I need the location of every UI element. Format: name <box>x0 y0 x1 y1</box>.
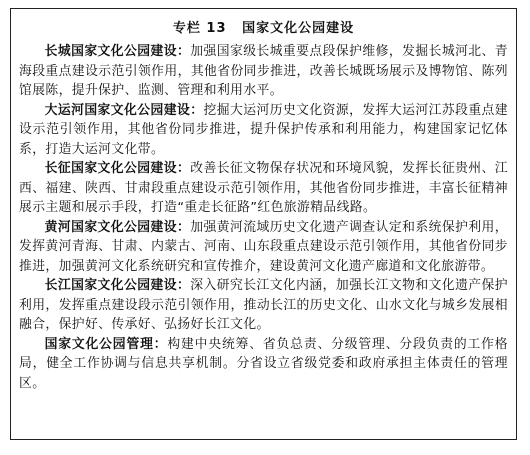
section-yangtze-river <box>19 276 508 335</box>
section-heading: 长城国家文化公园建设： <box>44 44 191 59</box>
section-yellow-river <box>19 218 508 277</box>
section-body: 挖掘大运河历史文化资源，发挥大运河江苏段重点建设示范引领作用，其他省份同步推进，提升保护传承和利用能力，构建国家记忆体系，打造大运河文化带。 <box>19 102 508 157</box>
section-heading: 长征国家文化公园建设： <box>44 161 191 176</box>
section-heading: 国家文化公园管理： <box>44 336 168 352</box>
section-heading: 黄河国家文化公园建设： <box>44 219 191 235</box>
column-title: 国家文化公园建设 <box>242 21 355 36</box>
column-box <box>10 8 517 440</box>
section-body: 改善长征文物保存状况和环境风貌，发挥长征贵州、江西、福建、陕西、甘肃段重点建设示范引领作用，其他省份同步推进，丰富长征精神展示主题和展示手段，打造“重走长征路”红色旅游精品线路。 <box>19 161 508 215</box>
section-great-wall <box>19 42 508 101</box>
section-body: 深入研究长江文化内涵，加强长江文物和文化遗产保护利用，发挥重点建设段示范引领作用，推动长江的历史文化、山水文化与城乡发展相融合，保护好、传承好、弘扬好长江文化。 <box>19 278 508 332</box>
section-heading: 大运河国家文化公园建设： <box>44 102 204 118</box>
section-grand-canal <box>19 101 508 160</box>
column-number: 专栏 13 <box>172 21 227 36</box>
section-long-march <box>19 159 508 218</box>
section-body: 加强国家级长城重要点段保护维修，发掘长城河北、青海段重点建设示范引领作用，其他省份同步推进，改善长城既场展示及博物馆、陈列馆展陈，提升保护、监测、管理和利用水平。 <box>19 44 508 98</box>
section-body: 构建中央统筹、省负总责、分级管理、分段负责的工作格局，健全工作协调与信息共享机制。分省设立省级党委和政府承担主体责任的管理区。 <box>19 336 509 391</box>
section-body: 加强黄河流域历史文化遗产调查认定和系统保护利用，发挥黄河青海、甘肃、内蒙古、河南、山东段重点建设示范引领作用，其他省份同步推进，加强黄河文化系统研究和宣传推介，建设黄河文化遗产廊道和文化旅游带。 <box>19 219 508 274</box>
section-heading: 长江国家文化公园建设： <box>44 278 191 293</box>
section-park-management <box>19 335 508 394</box>
column-title-row <box>19 17 508 36</box>
